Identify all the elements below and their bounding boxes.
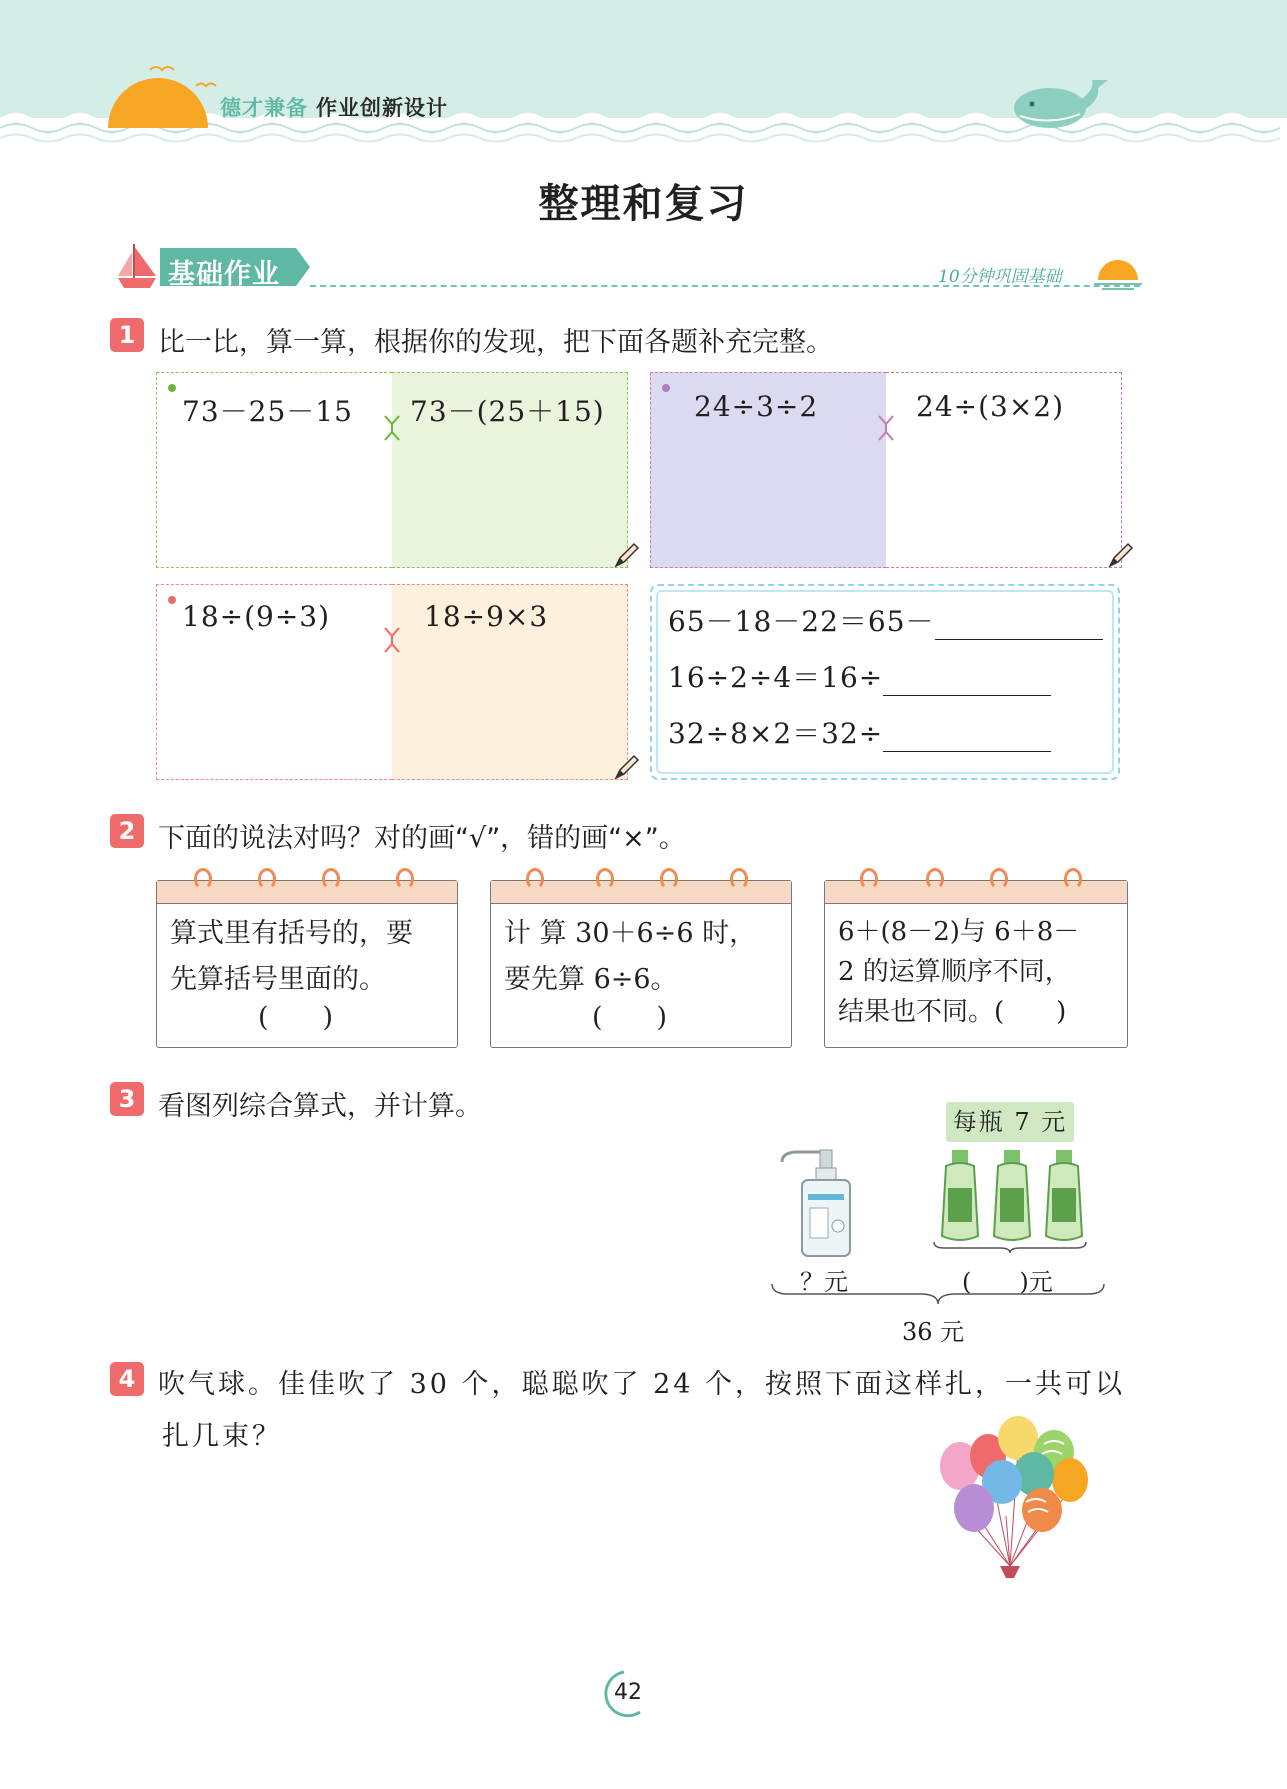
fill-in-row xyxy=(668,656,1051,696)
q1-pair2-right-expr: 24÷(3×2) xyxy=(916,390,1065,423)
answer-parens[interactable]: ( ) xyxy=(258,1002,334,1033)
card-line: 计 算 30＋6÷6 时， xyxy=(504,918,757,949)
spiral-ring-icon xyxy=(990,868,1008,890)
q1-prompt: 比一比，算一算，根据你的发现，把下面各题补充完整。 xyxy=(158,327,833,358)
section-note: 10分钟巩固基础 xyxy=(938,267,1062,287)
balloon-bunch-icon xyxy=(930,1416,1090,1582)
fill-in-expr: 16÷2÷4＝16÷ xyxy=(668,661,884,694)
header-band xyxy=(0,0,1287,150)
answer-blank[interactable] xyxy=(935,613,1103,640)
spiral-ring-icon xyxy=(1064,868,1082,890)
fill-in-expr: 32÷8×2＝32÷ xyxy=(668,717,884,750)
spiral-ring-icon xyxy=(596,868,614,890)
spiral-ring-icon xyxy=(860,868,878,890)
card-line: 2 的运算顺序不同， xyxy=(838,957,1071,987)
brand-primary: 德才兼备 xyxy=(220,96,308,120)
card-line: 6＋(8－2)与 6＋8－ xyxy=(838,917,1080,947)
compare-arrow-icon xyxy=(383,626,401,654)
pencil-icon xyxy=(612,540,642,570)
q1-pair3-right-expr: 18÷9×3 xyxy=(424,600,549,633)
red-dot-icon xyxy=(168,596,176,604)
q3-prompt: 看图列综合算式，并计算。 xyxy=(158,1091,482,1122)
bottles-price-label[interactable]: ( )元 xyxy=(962,1268,1053,1296)
card-line: 要先算 6÷6。 xyxy=(504,964,678,995)
sailboat-icon xyxy=(112,242,162,290)
card-line: 算式里有括号的，要 xyxy=(170,918,413,949)
fill-in-row xyxy=(668,600,1103,640)
spiral-ring-icon xyxy=(526,868,544,890)
right-brace-icon xyxy=(930,1240,1090,1254)
spiral-ring-icon xyxy=(926,868,944,890)
q4-number: 4 xyxy=(110,1362,144,1396)
q1-pair1-left-expr: 73－25－15 xyxy=(182,395,353,428)
total-price-label: 36 元 xyxy=(902,1318,965,1346)
section-label: 基础作业 xyxy=(168,259,280,290)
spiral-ring-icon xyxy=(660,868,678,890)
spiral-ring-icon xyxy=(194,868,212,890)
price-tag: 每瓶 7 元 xyxy=(946,1102,1074,1142)
soap-dispenser-icon xyxy=(776,1146,856,1258)
q1-pair1-right-expr: 73－(25＋15) xyxy=(410,395,605,428)
compare-arrow-icon xyxy=(877,414,895,442)
pencil-icon xyxy=(612,752,642,782)
q1-number: 1 xyxy=(110,318,144,352)
q4-line1: 吹气球。佳佳吹了 30 个，聪聪吹了 24 个，按照下面这样扎，一共可以 xyxy=(158,1369,1126,1400)
spiral-ring-icon xyxy=(322,868,340,890)
q2-prompt: 下面的说法对吗？对的画“√”，错的画“×”。 xyxy=(158,823,686,854)
brand-secondary: 作业创新设计 xyxy=(316,96,448,120)
q2-number: 2 xyxy=(110,814,144,848)
header-brand xyxy=(220,92,448,122)
pencil-icon xyxy=(1106,540,1136,570)
fill-in-expr: 65－18－22＝65－ xyxy=(668,605,935,638)
spiral-ring-icon xyxy=(730,868,748,890)
q1-pair2-left-expr: 24÷3÷2 xyxy=(694,390,819,423)
page-title: 整理和复习 xyxy=(538,181,749,227)
total-brace-icon xyxy=(770,1282,1106,1306)
q3-number: 3 xyxy=(110,1082,144,1116)
green-dot-icon xyxy=(168,384,176,392)
compare-arrow-icon xyxy=(383,414,401,442)
purple-dot-icon xyxy=(662,384,670,392)
green-bottles-icon xyxy=(938,1148,1088,1248)
mini-sun-icon xyxy=(1092,256,1144,292)
answer-blank[interactable] xyxy=(883,669,1051,696)
answer-parens[interactable]: ( ) xyxy=(592,1002,668,1033)
page-number: 42 xyxy=(614,1680,642,1705)
unknown-price-label: ？元 xyxy=(800,1268,848,1296)
spiral-ring-icon xyxy=(396,868,414,890)
spiral-ring-icon xyxy=(258,868,276,890)
q1-pair3-left-expr: 18÷(9÷3) xyxy=(182,600,331,633)
card-line: 先算括号里面的。 xyxy=(170,964,386,995)
fill-in-row xyxy=(668,712,1051,752)
answer-blank[interactable] xyxy=(883,725,1051,752)
q4-line2: 扎几束？ xyxy=(162,1421,282,1452)
card-line-with-answer[interactable]: 结果也不同。( ) xyxy=(838,997,1067,1027)
